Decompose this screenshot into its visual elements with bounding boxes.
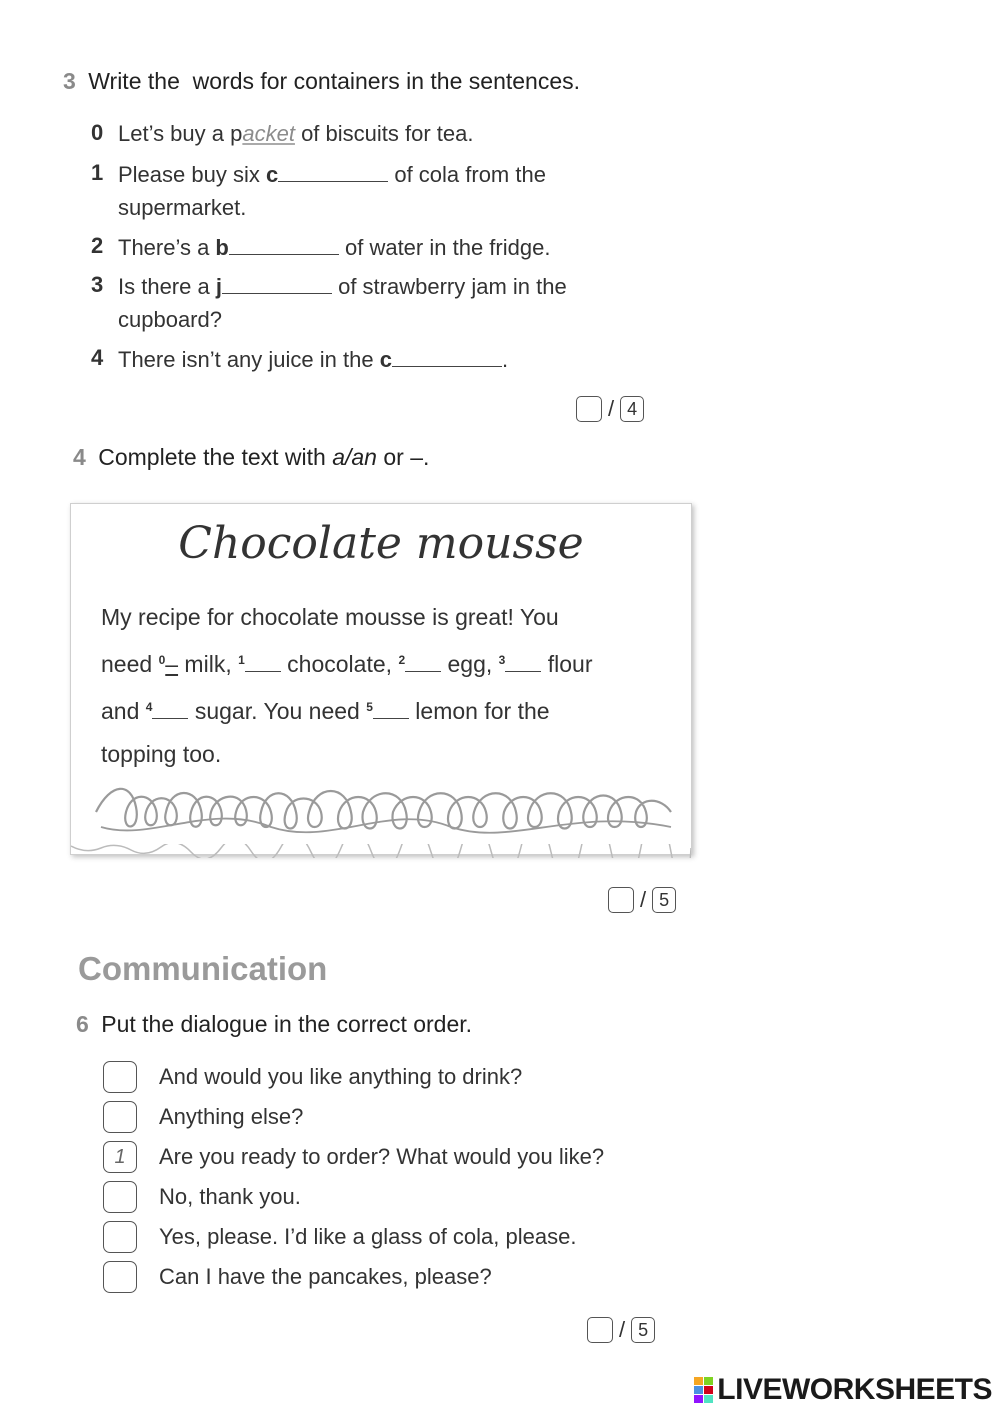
exercise-6-instruction: Put the dialogue in the correct order. xyxy=(101,1011,473,1037)
dialogue-item xyxy=(103,1181,301,1213)
ex3-item-0-answer: acket xyxy=(242,121,295,146)
dialogue-text: Yes, please. I’d like a glass of cola, please. xyxy=(159,1224,577,1249)
ex3-item-4-number: 4 xyxy=(91,345,104,370)
dialogue-item xyxy=(103,1261,492,1293)
exercise-4-instruction: Complete the text with a/an or –. xyxy=(98,444,430,470)
ex3-item-1-number: 1 xyxy=(91,160,104,185)
liveworksheets-logo-icon xyxy=(694,1377,713,1403)
ex3-item-2-blank[interactable] xyxy=(229,230,339,255)
exercise-6-header xyxy=(76,1011,472,1038)
ex3-item-3-cont: cupboard? xyxy=(118,307,222,332)
exercise-3-instruction: Write the words for containers in the sentences. xyxy=(88,68,581,94)
ex3-item-3-blank[interactable] xyxy=(222,269,332,294)
dialogue-item xyxy=(103,1061,522,1093)
exercise-4-number: 4 xyxy=(73,444,86,470)
ex3-item-0-number: 0 xyxy=(91,120,104,145)
ex6-score-input[interactable] xyxy=(587,1317,613,1343)
recipe-blank-5[interactable] xyxy=(373,698,409,719)
ex3-item-1: Please buy six c of cola from the xyxy=(118,157,546,192)
communication-title: Communication xyxy=(78,950,328,987)
exercise-4-header xyxy=(73,444,429,471)
ex3-item-4-blank[interactable] xyxy=(392,342,502,367)
ex4-score: / 5 xyxy=(608,887,676,913)
dialogue-text: And would you like anything to drink? xyxy=(159,1064,523,1089)
dialogue-item xyxy=(103,1221,576,1253)
dialogue-text: Are you ready to order? What would you like? xyxy=(159,1144,605,1169)
ex6-score-total: 5 xyxy=(631,1317,655,1343)
recipe-text: My recipe for chocolate mousse is great! You need $^0$– milk, $^1$ chocolate, $^2$ egg, $^3$ flour and $^4$ sugar. You need $^5$ lemon for the topping too. xyxy=(101,604,593,767)
liveworksheets-logo xyxy=(694,1373,992,1407)
dialogue-item xyxy=(103,1101,303,1133)
torn-edge xyxy=(71,844,691,858)
ex3-item-3: Is there a j of strawberry jam in the xyxy=(118,269,567,304)
dialogue-item xyxy=(103,1141,604,1173)
recipe-answer-0: – xyxy=(165,651,179,677)
dialogue-text: No, thank you. xyxy=(159,1184,301,1209)
dialogue-order-box[interactable] xyxy=(103,1061,137,1093)
decorative-swirl-border xyxy=(91,772,681,842)
recipe-blank-1[interactable] xyxy=(245,651,281,672)
exercise-3-header xyxy=(63,68,580,95)
dialogue-order-box[interactable] xyxy=(103,1181,137,1213)
ex3-item-2-number: 2 xyxy=(91,233,104,258)
ex3-item-1-cont: supermarket. xyxy=(118,195,247,220)
recipe-blank-3[interactable] xyxy=(505,651,541,672)
ex3-score-total: 4 xyxy=(620,396,644,422)
exercise-3-number: 3 xyxy=(63,68,76,94)
dialogue-text: Anything else? xyxy=(159,1104,304,1129)
ex3-score-input[interactable] xyxy=(576,396,602,422)
dialogue-order-box[interactable]: 1 xyxy=(103,1141,137,1173)
exercise-6-number: 6 xyxy=(76,1011,89,1037)
liveworksheets-logo-text: LIVEWORKSHEETS xyxy=(717,1373,992,1406)
dialogue-order-box[interactable] xyxy=(103,1221,137,1253)
dialogue-order-box[interactable] xyxy=(103,1261,137,1293)
recipe-title: Chocolate mousse xyxy=(178,518,584,569)
recipe-blank-4[interactable] xyxy=(152,698,188,719)
ex4-score-input[interactable] xyxy=(608,887,634,913)
ex3-item-3-number: 3 xyxy=(91,272,104,297)
dialogue-order-box[interactable] xyxy=(103,1101,137,1133)
recipe-blank-2[interactable] xyxy=(405,651,441,672)
ex3-score: / 4 xyxy=(576,396,644,422)
ex6-score: / 5 xyxy=(587,1317,655,1343)
ex3-item-0: Let’s buy a packet of biscuits for tea. xyxy=(118,121,474,146)
ex3-item-4: There isn’t any juice in the c . xyxy=(118,342,508,377)
ex3-item-2: There’s a b of water in the fridge. xyxy=(118,230,550,265)
dialogue-text: Can I have the pancakes, please? xyxy=(159,1264,492,1289)
ex3-item-1-blank[interactable] xyxy=(278,157,388,182)
recipe-card xyxy=(70,503,692,855)
ex4-score-total: 5 xyxy=(652,887,676,913)
